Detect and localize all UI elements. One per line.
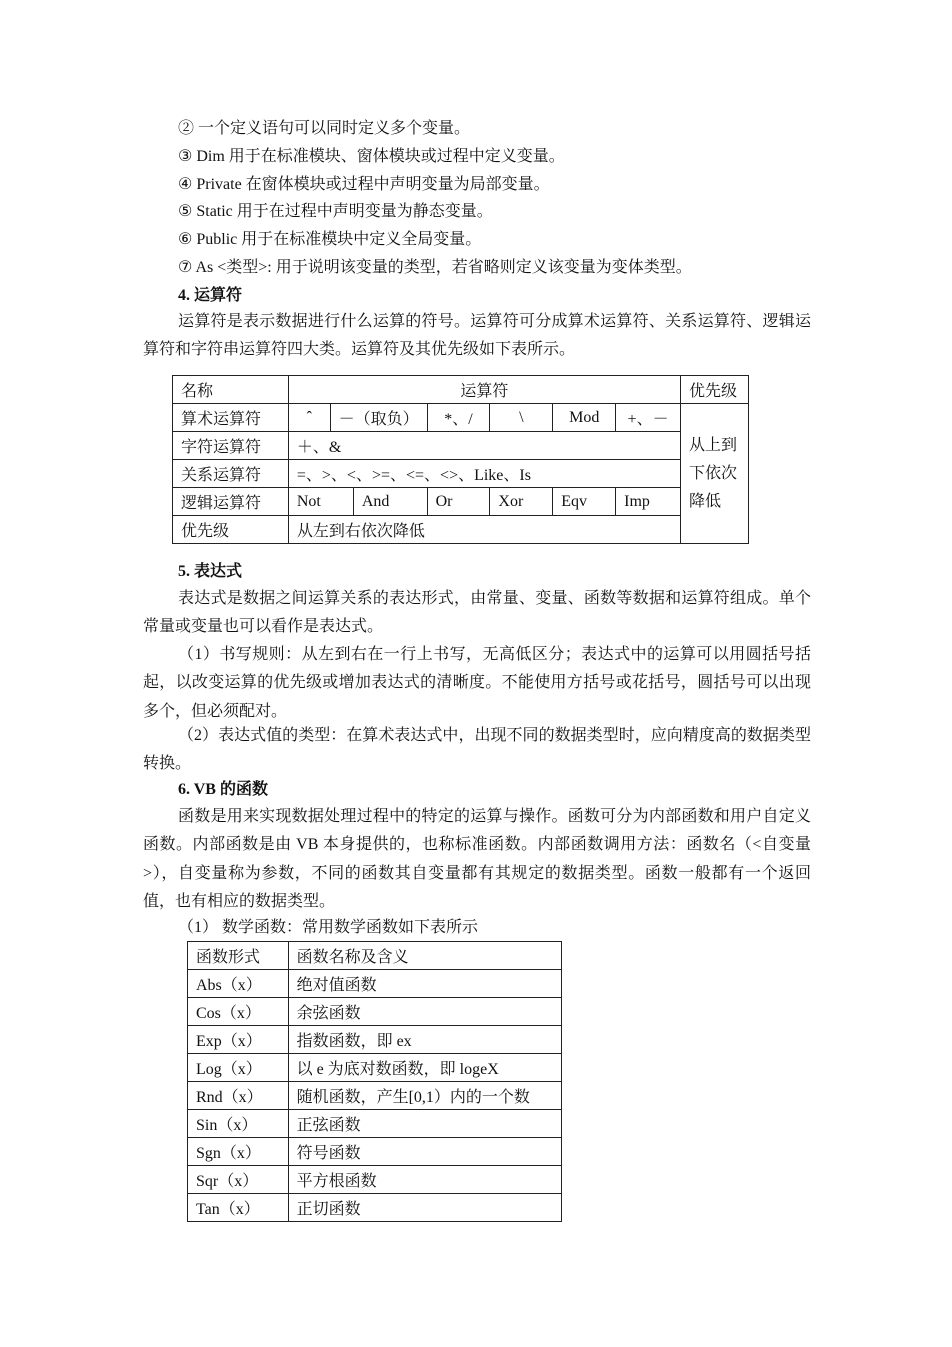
table-cell: 从左到右依次降低 — [288, 516, 680, 544]
list-item: ⑥ Public 用于在标准模块中定义全局变量。 — [178, 231, 482, 248]
table-cell: Xor — [490, 488, 553, 516]
table-cell: Imp — [616, 488, 681, 516]
table-row — [188, 1166, 562, 1194]
row-label-string: 字符运算符 — [173, 432, 289, 460]
table-row — [188, 1110, 562, 1138]
table-cell: Sin（x） — [188, 1110, 289, 1138]
priority-note-line: 下依次 — [688, 464, 737, 482]
table-row — [188, 1082, 562, 1110]
table-header-priority: 优先级 — [680, 376, 748, 404]
section-heading-functions: 6. VB 的函数 — [178, 781, 268, 798]
paragraph-writing-rules: （1）书写规则：从左到右在一行上书写，无高低区分；表达式中的运算可以用圆括号括起，以改变运算的优先级或增加表达式的清晰度。不能使用方括号或花括号，圆括号可以出现多个，但必须配对。 — [143, 646, 811, 720]
section-heading-expressions: 5. 表达式 — [178, 563, 243, 580]
list-item: ④ Private 在窗体模块或过程中声明变量为局部变量。 — [178, 176, 550, 193]
table-cell: －（取负） — [330, 404, 427, 432]
math-function-table — [187, 941, 562, 1222]
paragraph-expressions: 表达式是数据之间运算关系的表达形式，由常量、变量、函数等数据和运算符组成。单个常量或变量也可以看作是表达式。 — [143, 590, 811, 636]
table-row — [188, 970, 562, 998]
list-item: ③ Dim 用于在标准模块、窗体模块或过程中定义变量。 — [178, 148, 565, 165]
row-label-logical: 逻辑运算符 — [173, 488, 289, 516]
table-cell: 指数函数，即 ex — [288, 1026, 561, 1054]
table-cell: 正切函数 — [288, 1194, 561, 1222]
table-header: 函数形式 — [188, 942, 289, 970]
table-cell: 绝对值函数 — [288, 970, 561, 998]
table-cell: ˆ — [288, 404, 330, 432]
table-cell: Not — [289, 488, 354, 515]
table-header-operators: 运算符 — [288, 376, 680, 404]
table-cell: =、>、<、>=、<=、<>、Like、Is — [288, 460, 680, 488]
priority-note-line: 从上到 — [688, 436, 737, 454]
list-item: ⑦ As <类型>: 用于说明该变量的类型，若省略则定义该变量为变体类型。 — [178, 259, 692, 276]
table-cell: 符号函数 — [288, 1138, 561, 1166]
table-cell: 平方根函数 — [288, 1166, 561, 1194]
table-header-name: 名称 — [173, 376, 289, 404]
table-cell: 余弦函数 — [288, 998, 561, 1026]
table-cell: Log（x） — [188, 1054, 289, 1082]
table-cell: Tan（x） — [188, 1194, 289, 1222]
table-cell: Cos（x） — [188, 998, 289, 1026]
table-row — [188, 998, 562, 1026]
table-cell: \ — [490, 404, 553, 432]
table-header: 函数名称及含义 — [288, 942, 561, 970]
paragraph-operators: 运算符是表示数据进行什么运算的符号。运算符可分成算术运算符、关系运算符、逻辑运算符和字符串运算符四大类。运算符及其优先级如下表所示。 — [143, 313, 811, 359]
row-label-arith: 算术运算符 — [173, 404, 289, 432]
table-cell: Sgn（x） — [188, 1138, 289, 1166]
subheading-math-functions: （1） 数学函数：常用数学函数如下表所示 — [178, 919, 479, 936]
table-cell: Exp（x） — [188, 1026, 289, 1054]
priority-note-line: 降低 — [688, 492, 721, 510]
table-cell: Mod — [553, 404, 616, 432]
table-row — [188, 1054, 562, 1082]
list-item: ② 一个定义语句可以同时定义多个变量。 — [178, 120, 471, 137]
table-cell: Sqr（x） — [188, 1166, 289, 1194]
table-cell: +、－ — [616, 404, 681, 432]
table-cell: Or — [427, 488, 490, 516]
priority-note — [680, 404, 748, 544]
table-row — [188, 1138, 562, 1166]
list-item: ⑤ Static 用于在过程中声明变量为静态变量。 — [178, 203, 493, 220]
table-cell: 正弦函数 — [288, 1110, 561, 1138]
table-cell: *、/ — [427, 404, 490, 432]
table-cell: 随机函数，产生[0,1）内的一个数 — [288, 1082, 561, 1110]
table-cell: ＋、& — [288, 432, 680, 460]
table-cell: Eqv — [553, 488, 616, 516]
row-label-relational: 关系运算符 — [173, 460, 289, 488]
row-label-priority: 优先级 — [173, 516, 289, 544]
operator-table — [172, 375, 749, 544]
table-row — [188, 1194, 562, 1222]
table-cell: Abs（x） — [188, 970, 289, 998]
paragraph-functions: 函数是用来实现数据处理过程中的特定的运算与操作。函数可分为内部函数和用户自定义函数。内部函数是由 VB 本身提供的，也称标准函数。内部函数调用方法：函数名（<自变量>），自变量称为参数，不同的函数其自变量都有其规定的数据类型。函数一般都有一个返回值，也有相应的数据类型。 — [143, 808, 811, 910]
table-cell: Rnd（x） — [188, 1082, 289, 1110]
section-heading-operators: 4. 运算符 — [178, 287, 243, 304]
paragraph-value-types: （2）表达式值的类型：在算术表达式中，出现不同的数据类型时，应向精度高的数据类型转换。 — [143, 727, 811, 773]
table-cell: And — [361, 493, 390, 510]
table-cell: 以 e 为底对数函数，即 logeX — [288, 1054, 561, 1082]
table-row — [188, 1026, 562, 1054]
